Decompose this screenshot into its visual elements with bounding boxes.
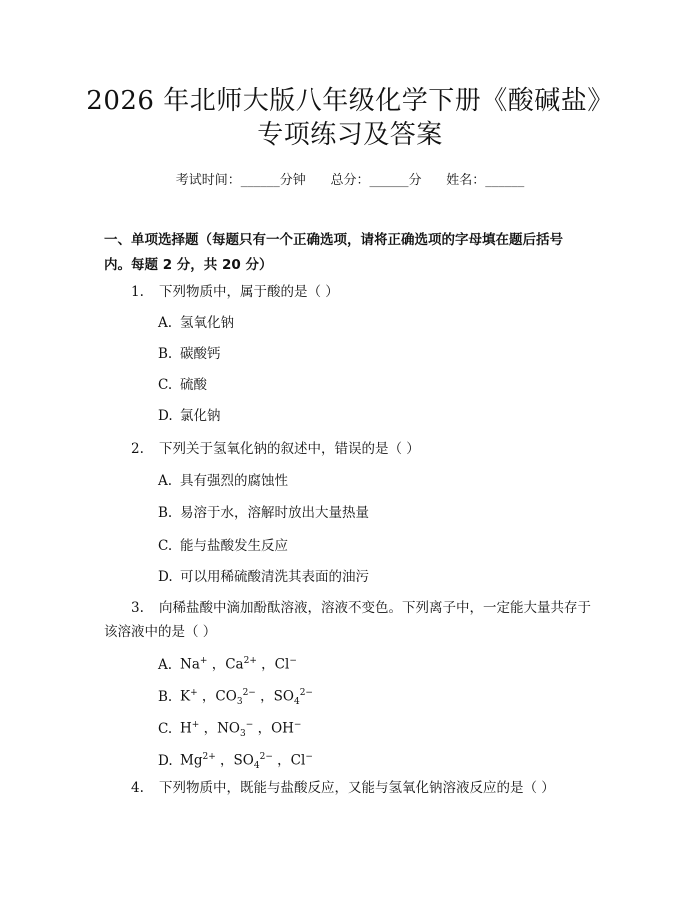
- ion-2: ，NO: [199, 720, 240, 737]
- ion-charge: 2−: [242, 688, 256, 698]
- option-letter: D.: [158, 569, 173, 585]
- ion-1: K: [180, 688, 191, 705]
- option-text: 硫酸: [180, 377, 207, 393]
- option-text: 易溶于水，溶解时放出大量热量: [180, 505, 369, 521]
- section-heading: [104, 228, 604, 278]
- option-1a: [158, 313, 234, 333]
- option-1d: [158, 406, 221, 426]
- ion-subscript: 3: [240, 729, 246, 740]
- question-text: 下列物质中，属于酸的是（ ）: [159, 284, 339, 300]
- option-1c: [158, 375, 207, 395]
- option-2d: [158, 567, 369, 587]
- page-title-line1: 2026 年北师大版八年级化学下册《酸碱盐》: [86, 86, 614, 116]
- ion-1: H: [180, 720, 192, 737]
- question-number: 4.: [131, 780, 144, 796]
- ion-charge: −: [245, 720, 254, 730]
- ion-charge: 2+: [202, 752, 216, 762]
- question-text: 下列物质中，既能与盐酸反应，又能与氢氧化钠溶液反应的是（ ）: [159, 780, 555, 796]
- ion-charge: +: [199, 656, 208, 666]
- option-text: 可以用稀硫酸清洗其表面的油污: [180, 569, 369, 585]
- option-2b: [158, 503, 369, 523]
- ion-2: ，Ca: [207, 656, 244, 673]
- ion-1: Mg: [180, 752, 203, 769]
- ion-charge: 2−: [299, 688, 313, 698]
- ion-3: ，SO: [255, 688, 294, 705]
- option-text: 碳酸钙: [180, 346, 221, 362]
- question-4: [131, 776, 601, 800]
- ion-subscript: 4: [293, 697, 300, 708]
- question-number: 2.: [131, 441, 144, 457]
- option-letter: C.: [158, 377, 173, 393]
- ion-charge: 2+: [243, 656, 257, 666]
- ion-2: ，CO: [197, 688, 237, 705]
- ion-charge: 2−: [259, 752, 273, 762]
- ion-charge: −: [289, 656, 297, 666]
- ion-charge: −: [293, 720, 302, 730]
- option-text: 氯化钠: [180, 408, 221, 424]
- option-letter: A.: [158, 473, 173, 489]
- option-3d: [158, 747, 313, 776]
- ion-1: Na: [180, 656, 200, 673]
- option-letter: B.: [158, 688, 173, 705]
- exam-info: 考试时间：______分钟 总分：______分 姓名：______: [175, 173, 525, 188]
- question-number: 1.: [131, 284, 144, 300]
- option-1b: [158, 344, 221, 364]
- option-2a: [158, 471, 288, 491]
- option-3a: [158, 651, 297, 675]
- page-title-line2: 专项练习及答案: [257, 120, 443, 150]
- question-text-line1: 向稀盐酸中滴加酚酞溶液，溶液不变色。下列离子中，一定能大量共存于: [159, 600, 591, 616]
- section-heading-line2: 内。每题 2 分，共 20 分）: [104, 257, 273, 273]
- question-text-line2: 该溶液中的是（ ）: [104, 624, 217, 640]
- ion-3: ，Cl: [256, 656, 290, 673]
- option-3c: [158, 715, 301, 744]
- question-number: 3.: [131, 600, 144, 616]
- option-letter: A.: [158, 315, 173, 331]
- ion-charge: +: [191, 720, 200, 730]
- ion-subscript: 4: [253, 761, 260, 772]
- option-3b: [158, 683, 313, 712]
- ion-3: ，OH: [253, 720, 294, 737]
- ion-subscript: 3: [236, 697, 243, 708]
- option-text: 氢氧化钠: [180, 315, 234, 331]
- option-letter: A.: [158, 656, 173, 673]
- question-text: 下列关于氢氧化钠的叙述中，错误的是（ ）: [159, 441, 420, 457]
- option-2c: [158, 536, 288, 556]
- option-text: 能与盐酸发生反应: [180, 538, 288, 554]
- option-letter: C.: [158, 538, 173, 554]
- ion-charge: −: [305, 752, 313, 762]
- question-2: [131, 437, 601, 461]
- option-text: 具有强烈的腐蚀性: [180, 473, 288, 489]
- ion-charge: +: [190, 688, 198, 698]
- option-letter: B.: [158, 505, 173, 521]
- option-letter: C.: [158, 720, 173, 737]
- section-heading-line1: 一、单项选择题（每题只有一个正确选项，请将正确选项的字母填在题后括号: [104, 232, 563, 248]
- option-letter: D.: [158, 752, 173, 769]
- question-1: [131, 280, 601, 304]
- ion-2: ，SO: [215, 752, 254, 769]
- option-letter: D.: [158, 408, 173, 424]
- ion-3: ，Cl: [272, 752, 306, 769]
- question-3: [104, 596, 601, 644]
- option-letter: B.: [158, 346, 173, 362]
